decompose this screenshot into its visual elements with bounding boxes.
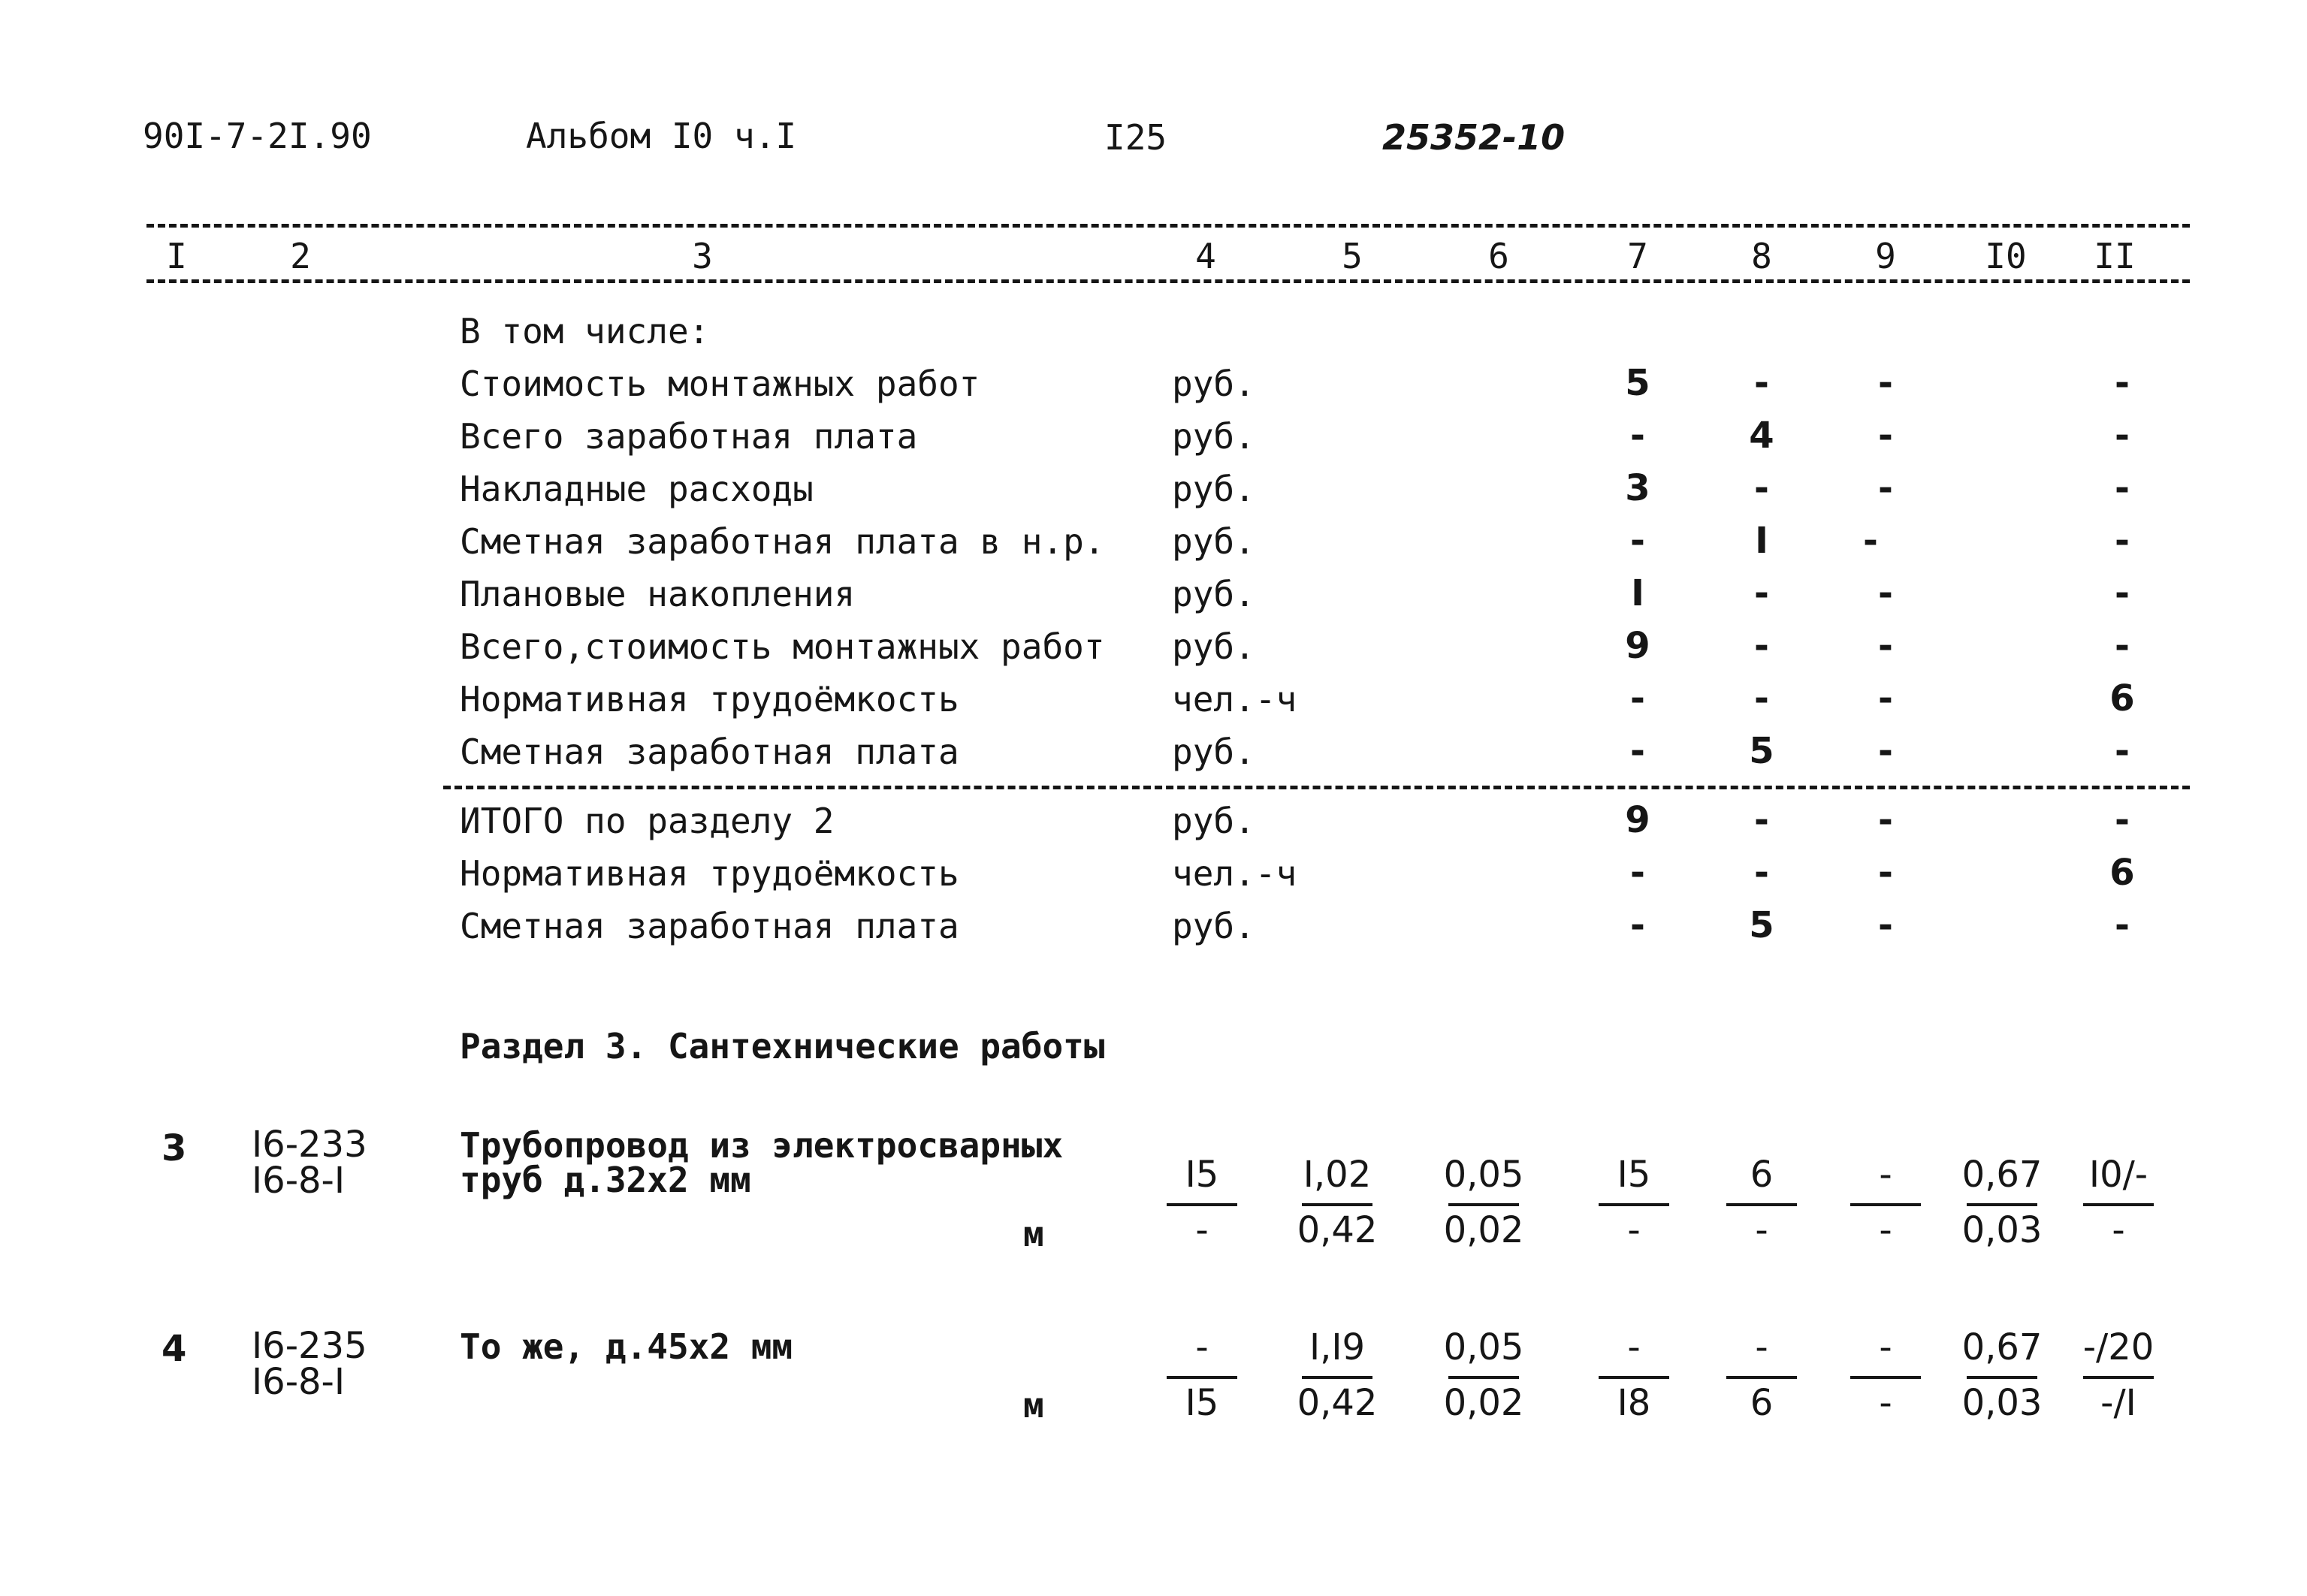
item-col10-fraction xyxy=(1961,1154,2043,1251)
item-col7-fraction xyxy=(1593,1154,1675,1251)
numerator: - xyxy=(1879,1154,1892,1196)
fraction-bar xyxy=(1850,1376,1921,1379)
row-col9: - xyxy=(1878,852,1893,894)
row-col9: - xyxy=(1878,677,1893,720)
item-col8-fraction xyxy=(1720,1326,1803,1424)
item-number: 3 xyxy=(162,1127,187,1169)
album-label: Альбом I0 ч.I xyxy=(526,116,797,156)
item-code-primary: I6-233 xyxy=(252,1124,367,1166)
numerator: I5 xyxy=(1617,1154,1651,1196)
numerator: 0,05 xyxy=(1443,1326,1524,1368)
row-col11: - xyxy=(2115,362,2130,404)
column-header-11: II xyxy=(2094,236,2136,276)
item-unit: м xyxy=(1023,1214,1044,1254)
row-label: Сметная заработная плата xyxy=(460,732,959,772)
numerator: - xyxy=(1755,1326,1768,1368)
header-bottom-rule xyxy=(146,279,2190,283)
row-col7: 9 xyxy=(1625,625,1650,667)
row-col11: - xyxy=(2115,467,2130,509)
row-col11: 6 xyxy=(2109,852,2135,894)
numerator: 0,67 xyxy=(1961,1154,2043,1196)
denominator: 0,42 xyxy=(1297,1382,1378,1424)
item-description: труб д.32х2 мм xyxy=(460,1160,751,1200)
row-col8: - xyxy=(1754,572,1769,614)
row-col8: 5 xyxy=(1749,730,1774,772)
item-code-primary: I6-235 xyxy=(252,1325,367,1367)
row-col7: I xyxy=(1631,572,1644,614)
numerator: I,I9 xyxy=(1309,1326,1366,1368)
item-code-secondary: I6-8-I xyxy=(252,1361,346,1403)
row-col8: - xyxy=(1754,467,1769,509)
item-col5-fraction xyxy=(1296,1154,1378,1251)
denominator: - xyxy=(1627,1209,1641,1251)
row-col11: - xyxy=(2115,415,2130,457)
row-label: Нормативная трудоёмкость xyxy=(460,679,959,720)
item-description: Трубопровод из электросварных xyxy=(460,1125,1064,1166)
item-unit: м xyxy=(1023,1385,1044,1426)
row-col9: - xyxy=(1863,520,1878,562)
row-unit: руб. xyxy=(1172,906,1255,946)
row-label: Плановые накопления xyxy=(460,574,856,614)
item-col6-fraction xyxy=(1442,1154,1525,1251)
denominator: 0,02 xyxy=(1443,1382,1524,1424)
row-col9: - xyxy=(1878,362,1893,404)
denominator: I8 xyxy=(1617,1382,1651,1424)
row-col7: - xyxy=(1630,852,1645,894)
row-col7: - xyxy=(1630,730,1645,772)
row-col9: - xyxy=(1878,799,1893,841)
numerator: - xyxy=(1195,1326,1209,1368)
fraction-bar xyxy=(1448,1376,1519,1379)
row-col7: - xyxy=(1630,904,1645,946)
item-col11-fraction xyxy=(2077,1154,2160,1251)
denominator: I5 xyxy=(1185,1382,1219,1424)
denominator: - xyxy=(1879,1209,1892,1251)
totals-separator-rule xyxy=(443,786,2190,789)
numerator: 0,67 xyxy=(1961,1326,2043,1368)
row-col8: I xyxy=(1755,520,1768,562)
item-col11-fraction xyxy=(2077,1326,2160,1424)
row-col8: - xyxy=(1754,852,1769,894)
row-col9: - xyxy=(1878,572,1893,614)
row-col7: - xyxy=(1630,415,1645,457)
fraction-bar xyxy=(1726,1203,1797,1206)
numerator: 0,05 xyxy=(1443,1154,1524,1196)
numerator: 6 xyxy=(1750,1154,1774,1196)
row-col9: - xyxy=(1878,467,1893,509)
fraction-bar xyxy=(1599,1203,1669,1206)
item-col4-fraction xyxy=(1161,1154,1243,1251)
numerator: - xyxy=(1879,1326,1892,1368)
denominator: 0,02 xyxy=(1443,1209,1524,1251)
intro-label: В том числе: xyxy=(460,311,710,351)
fraction-bar xyxy=(1967,1203,2037,1206)
row-col7: 5 xyxy=(1625,362,1650,404)
fraction-bar xyxy=(1448,1203,1519,1206)
row-label: Сметная заработная плата xyxy=(460,906,959,946)
row-unit: руб. xyxy=(1172,574,1255,614)
row-col11: - xyxy=(2115,572,2130,614)
row-col8: - xyxy=(1754,677,1769,720)
item-col8-fraction xyxy=(1720,1154,1803,1251)
row-label: ИТОГО по разделу 2 xyxy=(460,801,835,841)
row-col7: 9 xyxy=(1625,799,1650,841)
column-header-3: 3 xyxy=(692,236,713,276)
item-col9-fraction xyxy=(1844,1326,1927,1424)
denominator: 0,03 xyxy=(1961,1209,2043,1251)
numerator: -/20 xyxy=(2082,1326,2155,1368)
denominator: 6 xyxy=(1750,1382,1774,1424)
row-col9: - xyxy=(1878,625,1893,667)
item-code-secondary: I6-8-I xyxy=(252,1160,346,1202)
row-col11: - xyxy=(2115,730,2130,772)
fraction-bar xyxy=(2083,1376,2154,1379)
row-unit: руб. xyxy=(1172,626,1255,667)
header-top-rule xyxy=(146,224,2190,228)
numerator: - xyxy=(1627,1326,1641,1368)
column-header-5: 5 xyxy=(1342,236,1363,276)
fraction-bar xyxy=(2083,1203,2154,1206)
row-label: Всего,стоимость монтажных работ xyxy=(460,626,1105,667)
item-col9-fraction xyxy=(1844,1154,1927,1251)
row-col8: - xyxy=(1754,625,1769,667)
item-col5-fraction xyxy=(1296,1326,1378,1424)
denominator: - xyxy=(2112,1209,2125,1251)
denominator: - xyxy=(1879,1382,1892,1424)
column-header-7: 7 xyxy=(1627,236,1648,276)
row-label: Нормативная трудоёмкость xyxy=(460,853,959,894)
denominator: -/I xyxy=(2100,1382,2136,1424)
column-header-9: 9 xyxy=(1875,236,1896,276)
row-unit: руб. xyxy=(1172,416,1255,457)
section-heading: Раздел 3. Сантехнические работы xyxy=(460,1026,1105,1067)
column-header-8: 8 xyxy=(1751,236,1772,276)
fraction-bar xyxy=(1850,1203,1921,1206)
row-col11: - xyxy=(2115,625,2130,667)
row-unit: руб. xyxy=(1172,732,1255,772)
fraction-bar xyxy=(1599,1376,1669,1379)
fraction-bar xyxy=(1167,1376,1237,1379)
column-header-6: 6 xyxy=(1488,236,1509,276)
item-col7-fraction xyxy=(1593,1326,1675,1424)
row-unit: чел.-ч xyxy=(1172,853,1297,894)
column-header-2: 2 xyxy=(290,236,311,276)
row-col11: - xyxy=(2115,904,2130,946)
row-col8: 4 xyxy=(1749,415,1774,457)
row-col8: 5 xyxy=(1749,904,1774,946)
denominator: - xyxy=(1755,1209,1768,1251)
row-col7: - xyxy=(1630,520,1645,562)
numerator: I,02 xyxy=(1303,1154,1372,1196)
numerator: I0/- xyxy=(2088,1154,2148,1196)
row-label: Сметная заработная плата в н.р. xyxy=(460,521,1105,562)
item-number: 4 xyxy=(162,1328,187,1370)
page-number: I25 xyxy=(1104,117,1167,158)
column-header-10: I0 xyxy=(1985,236,2027,276)
row-col11: - xyxy=(2115,520,2130,562)
row-label: Всего заработная плата xyxy=(460,416,918,457)
row-col9: - xyxy=(1878,730,1893,772)
row-label: Накладные расходы xyxy=(460,469,814,509)
fraction-bar xyxy=(1726,1376,1797,1379)
denominator: 0,03 xyxy=(1961,1382,2043,1424)
item-description: То же, д.45х2 мм xyxy=(460,1326,793,1367)
handwritten-stamp-number: 25352-10 xyxy=(1382,117,1566,158)
row-label: Стоимость монтажных работ xyxy=(460,364,980,404)
row-col11: - xyxy=(2115,799,2130,841)
column-header-4: 4 xyxy=(1195,236,1216,276)
item-col10-fraction xyxy=(1961,1326,2043,1424)
document-code: 90I-7-2I.90 xyxy=(143,116,372,156)
row-col8: - xyxy=(1754,362,1769,404)
item-col4-fraction xyxy=(1161,1326,1243,1424)
denominator: 0,42 xyxy=(1297,1209,1378,1251)
fraction-bar xyxy=(1302,1203,1372,1206)
row-unit: руб. xyxy=(1172,521,1255,562)
row-unit: руб. xyxy=(1172,801,1255,841)
numerator: I5 xyxy=(1185,1154,1219,1196)
row-col8: - xyxy=(1754,799,1769,841)
fraction-bar xyxy=(1302,1376,1372,1379)
column-header-1: I xyxy=(166,236,187,276)
row-unit: руб. xyxy=(1172,469,1255,509)
row-unit: руб. xyxy=(1172,364,1255,404)
fraction-bar xyxy=(1967,1376,2037,1379)
denominator: - xyxy=(1195,1209,1209,1251)
row-unit: чел.-ч xyxy=(1172,679,1297,720)
row-col9: - xyxy=(1878,904,1893,946)
row-col9: - xyxy=(1878,415,1893,457)
row-col11: 6 xyxy=(2109,677,2135,720)
item-col6-fraction xyxy=(1442,1326,1525,1424)
fraction-bar xyxy=(1167,1203,1237,1206)
row-col7: 3 xyxy=(1625,467,1650,509)
row-col7: - xyxy=(1630,677,1645,720)
